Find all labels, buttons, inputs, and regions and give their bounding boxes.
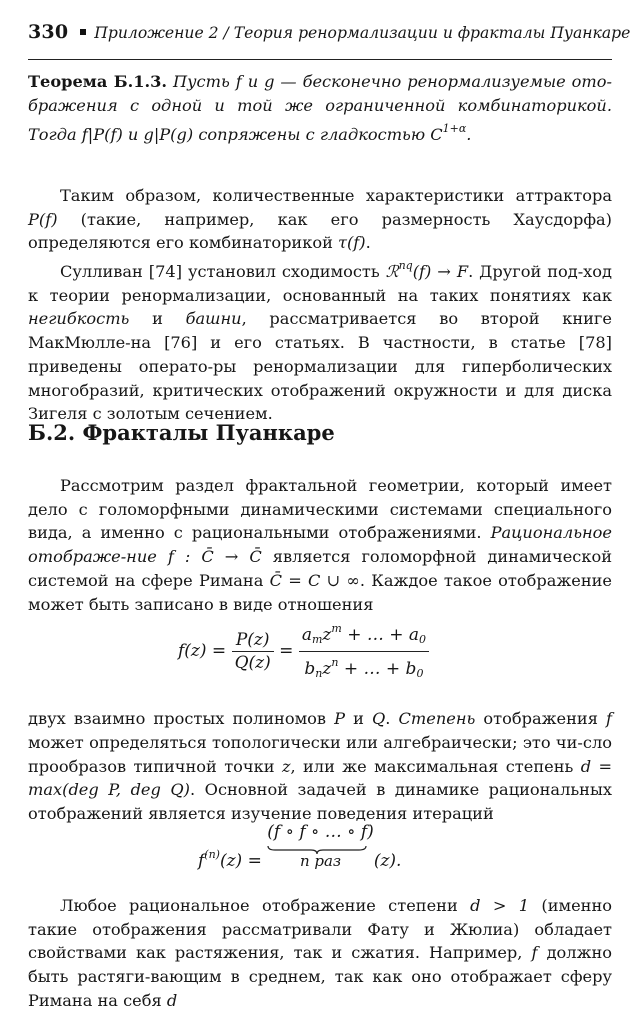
- formula2-braced: (f ∘ f ∘ … ∘ f): [267, 822, 374, 842]
- theorem-end: .: [466, 125, 472, 145]
- p5-math-d: d: [166, 990, 178, 1010]
- p3-text-b: является голоморфной динамической системой на сфере Римана: [28, 547, 613, 590]
- formula1-den-1: Q(z): [234, 653, 271, 673]
- p4-text-d: отображения: [475, 709, 606, 729]
- formula1-den2-b-sup: n: [331, 656, 339, 669]
- p2-math-a: (f) → F: [412, 262, 469, 281]
- p3-math-a: f : C̄ → C̄: [156, 547, 273, 567]
- formula2-rhs: (z).: [373, 851, 402, 871]
- p4-text-c: .: [385, 709, 399, 729]
- formula1-fraction-1: [232, 629, 274, 674]
- theorem-block: [28, 70, 612, 147]
- p2-emph-a: негибкость: [28, 309, 130, 329]
- p2-text-d: , рассматривается во второй книге МакМюлле-на [76] и его статьях. В частности, в статье [78] приведены операто-ры ренормализации для гиперболических многобразий, критических отображений окружности и для диска Зигеля с золотым сечением.: [28, 309, 612, 424]
- formula1-num-1: P(z): [232, 629, 274, 652]
- formula1-num2-a-sub: m: [311, 633, 323, 646]
- header-rule: [28, 59, 612, 60]
- page-header: [28, 18, 631, 46]
- p1-text-b: (такие, например, как его размерность Хаусдорфа) определяются его комбинаторикой: [28, 209, 612, 253]
- formula1-den2-c: + … + b: [338, 659, 417, 679]
- running-head: Приложение 2 / Теория ренормализации и фракталы Пуанкаре: [94, 24, 631, 42]
- p4-text-g: . Основной задачей в динамике рациональных отображений является изучение поведения итераций: [28, 780, 612, 823]
- formula1-num2-b: z: [322, 625, 332, 645]
- paragraph-4: [28, 707, 612, 826]
- underbrace-icon: [267, 845, 367, 855]
- p2-text-c: и: [129, 309, 186, 329]
- p5-text-c: должно быть растяги-вающим в среднем, так как оно отображает сферу Римана на себя: [28, 943, 612, 1010]
- formula1-num2-b-sup: m: [331, 622, 342, 635]
- formula1-den2-b: z: [322, 659, 332, 679]
- iteration-formula: [198, 822, 448, 882]
- p1-math-a: P(f): [28, 209, 58, 229]
- formula1-den-2: [299, 652, 429, 685]
- p3-text-c: . Каждое такое отображение может быть записано в виде отношения: [28, 570, 612, 614]
- theorem-line-1: Пусть f и g — бесконечно ренормализуемые ото-: [173, 72, 612, 91]
- theorem-line-2: бражения с одной и той же ограниченной комбинаторикой. Тогда: [28, 95, 612, 145]
- formula2-underbrace-group: [267, 822, 374, 869]
- p4-text-e: может определяться топологически или алгебраически; это чи-сло прообразов типичной точки: [28, 732, 612, 776]
- paragraph-3: [28, 474, 612, 616]
- p2-math-op: ℛ: [385, 262, 399, 281]
- p1-text-a: Таким образом, количественные характеристики аттрактора: [60, 186, 612, 205]
- section-heading: Б.2. Фракталы Пуанкаре: [28, 420, 335, 445]
- p5-text-a: Любое рациональное отображение степени: [60, 896, 471, 915]
- rational-map-formula: [178, 618, 478, 682]
- p5-math-f: f: [531, 943, 538, 963]
- formula1-den2-c-sub: 0: [416, 667, 424, 680]
- p1-text-c: .: [365, 233, 371, 253]
- p2-emph-b: башни: [185, 309, 242, 329]
- p4-math-d: d = max(deg P, deg Q): [28, 756, 613, 800]
- p5-text-b: (именно такие отображения рассматривали Фату и Жюлиа) обладает свойствами как растяжения, так и сжатия. Например,: [28, 896, 613, 963]
- p4-text-f: , или же максимальная степень: [290, 756, 581, 776]
- formula1-den2-a: b: [304, 659, 316, 679]
- p4-math-q: Q: [372, 709, 386, 729]
- formula1-fraction-2: [299, 618, 429, 685]
- p2-math-sup: nq: [398, 259, 413, 272]
- p3-emph-a: Рациональное отображе-ние: [28, 523, 612, 567]
- formula1-num2-c-sub: 0: [419, 633, 427, 646]
- formula2-lhs-rest: (z) =: [219, 851, 268, 871]
- formula1-num-2: [299, 618, 429, 652]
- page-number: 330: [28, 21, 69, 43]
- p4-text-a: двух взаимно простых полиномов: [28, 709, 335, 729]
- p3-text-a: Рассмотрим раздел фрактальной геометрии, который имеет дело с голоморфными динамическими системами специального вида, а именно с рациональными отображениями.: [28, 476, 612, 543]
- formula1-eq: =: [279, 641, 294, 661]
- theorem-line-3: f|P(f) и g|P(g) сопряжены с гладкостью C: [81, 125, 443, 145]
- p4-math-p: P: [334, 709, 346, 729]
- theorem-smoothness-exponent: 1+α: [442, 122, 467, 136]
- theorem-label: Теорема Б.1.3.: [28, 72, 168, 91]
- formula2-lhs: f: [198, 851, 205, 871]
- formula1-den2-a-sub: n: [315, 667, 323, 680]
- p5-math-a: d > 1: [470, 896, 530, 915]
- paragraph-5: [28, 894, 612, 1013]
- formula1-lhs: f(z) =: [178, 641, 227, 661]
- p2-text-a: Сулливан [74] установил сходимость: [60, 262, 386, 281]
- formula1-num2-a: a: [301, 625, 312, 645]
- formula2-lhs-sup: (n): [204, 848, 220, 861]
- p4-math-f: f: [606, 709, 612, 729]
- bullet-icon: [80, 29, 86, 35]
- formula1-num2-c: + … + a: [341, 625, 420, 645]
- p4-emph-a: Степень: [398, 709, 476, 729]
- p4-math-z: z: [281, 756, 291, 776]
- formula2-label: n раз: [299, 852, 342, 870]
- p2-text-b: . Другой под-ход к теории ренормализации, основанный на таких понятиях как: [28, 262, 613, 305]
- paragraph-2: [28, 254, 612, 426]
- p1-math-b: τ(f): [338, 233, 366, 253]
- p3-math-b: C̄ = C ∪ ∞: [269, 570, 360, 590]
- book-page: [28, 18, 631, 1010]
- paragraph-1: [28, 184, 612, 255]
- p4-text-b: и: [345, 709, 373, 729]
